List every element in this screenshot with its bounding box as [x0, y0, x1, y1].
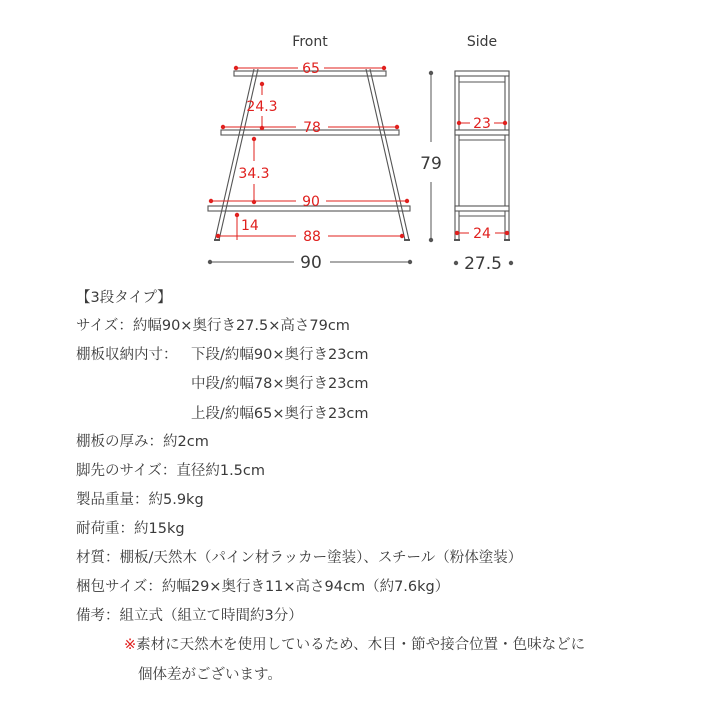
- top-gap-label: 24.3: [246, 99, 278, 115]
- spec-remarks: 備考：組立式（組立て時間約3分）: [76, 608, 303, 624]
- spec-note-line1: [124, 635, 585, 655]
- side-shelf-depth-label: 23: [473, 116, 491, 132]
- side-dimension-lines: [455, 121, 509, 235]
- spec-load: 耐荷重：約15kg: [76, 521, 185, 537]
- bottom-width-label: 90: [302, 194, 320, 210]
- middle-width-label: 78: [303, 120, 321, 136]
- dimension-diagram: [0, 0, 720, 280]
- spec-storage-middle: 中段/約幅78×奥行き23cm: [191, 376, 369, 392]
- side-view-frame: [454, 71, 510, 240]
- spec-storage-lower: 下段/約幅90×奥行き23cm: [191, 347, 369, 363]
- side-base-depth-label: 24: [473, 226, 491, 242]
- spec-weight: 製品重量：約5.9kg: [76, 492, 204, 508]
- overall-width-label: 90: [300, 253, 322, 273]
- base-width-label: 88: [303, 229, 321, 245]
- note-mark: ※: [124, 637, 137, 653]
- spec-heading: 【3段タイプ】: [76, 290, 172, 306]
- spec-size: サイズ：約幅90×奥行き27.5×高さ79cm: [76, 318, 350, 334]
- foot-height-label: 14: [241, 218, 259, 234]
- side-overall-label: 27.5: [464, 254, 502, 274]
- spec-thickness: 棚板の厚み：約2cm: [76, 434, 209, 450]
- spec-note-line2: 個体差がございます。: [138, 667, 282, 683]
- front-view-title: Front: [292, 34, 328, 50]
- spec-package: 梱包サイズ：約幅29×奥行き11×高さ94cm（約7.6kg）: [76, 579, 450, 595]
- spec-foot: 脚先のサイズ：直径約1.5cm: [76, 463, 265, 479]
- middle-gap-label: 34.3: [238, 166, 270, 182]
- height-label: 79: [420, 154, 442, 174]
- spec-material: 材質：棚板/天然木（パイン材ラッカー塗装）、スチール（粉体塗装）: [76, 550, 523, 566]
- spec-storage-label: 棚板収納内寸：: [76, 347, 178, 363]
- note-text-1: 素材に天然木を使用しているため、木目・節や接合位置・色味などに: [136, 637, 586, 653]
- side-view-title: Side: [466, 34, 498, 50]
- spec-storage-upper: 上段/約幅65×奥行き23cm: [191, 406, 369, 422]
- top-width-label: 65: [302, 61, 320, 77]
